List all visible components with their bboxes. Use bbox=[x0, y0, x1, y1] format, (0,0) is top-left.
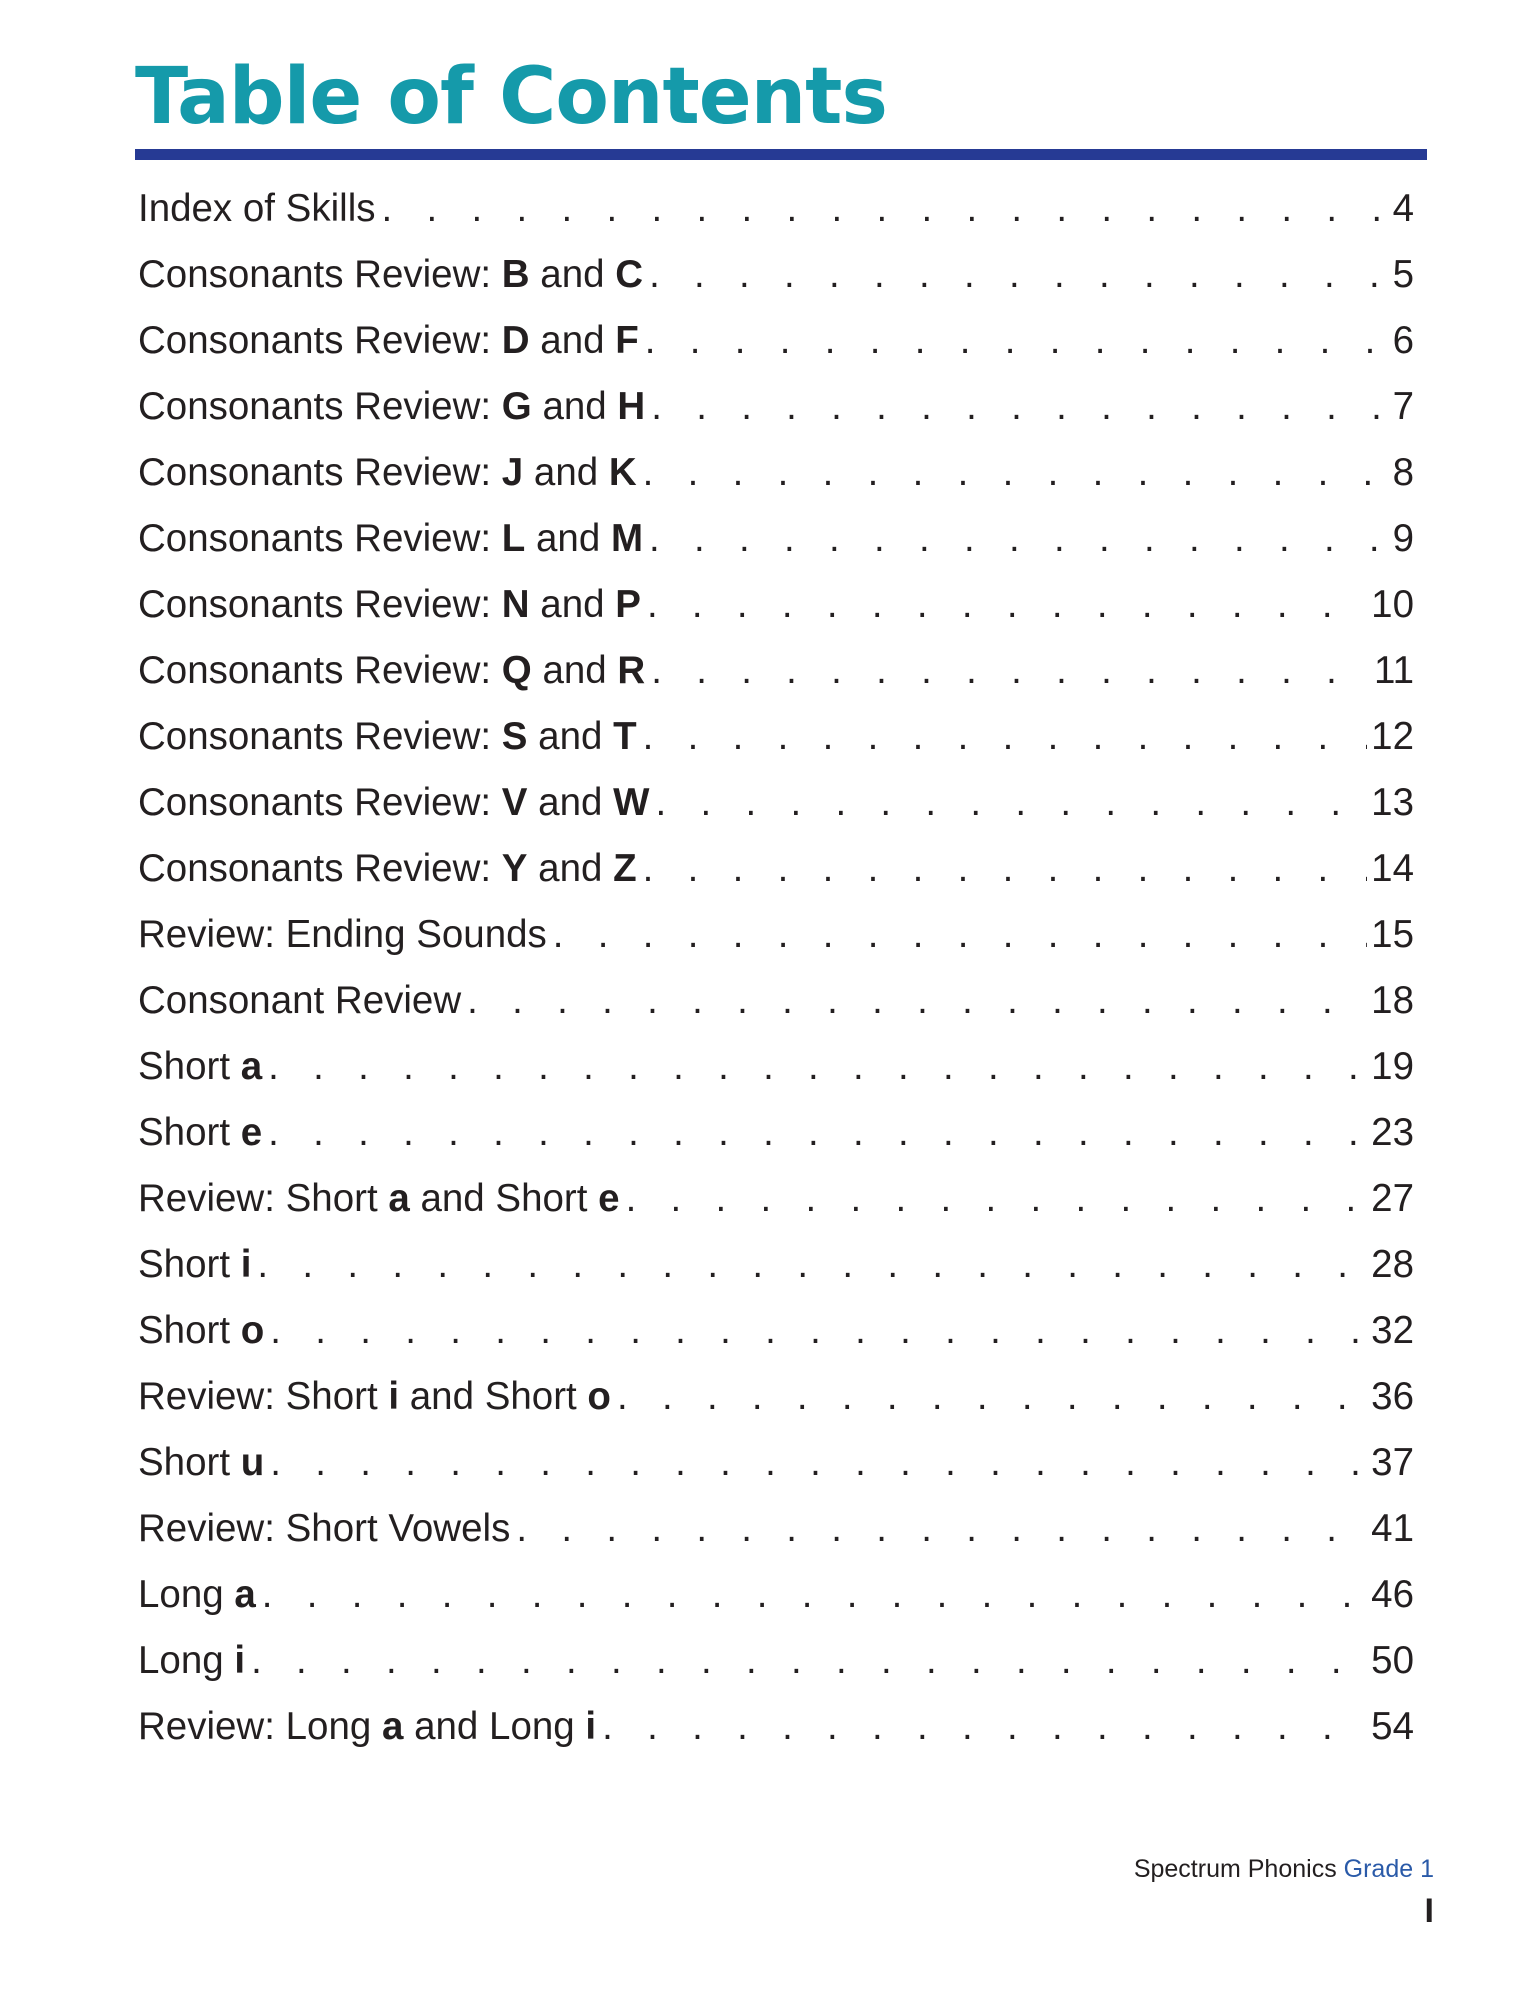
toc-entry-page-number: 8 bbox=[1392, 451, 1414, 494]
toc-entry-page-number: 46 bbox=[1371, 1573, 1414, 1616]
dot-leader bbox=[649, 506, 1389, 572]
dot-leader bbox=[651, 374, 1388, 440]
toc-entry[interactable] bbox=[138, 1496, 1414, 1562]
toc-entry-bold-text: B bbox=[501, 253, 530, 296]
toc-entry-text: Short bbox=[138, 1309, 241, 1352]
toc-entry[interactable] bbox=[138, 374, 1414, 440]
toc-entry-bold-text: G bbox=[501, 385, 532, 428]
toc-entry-label bbox=[138, 242, 643, 308]
dot-leader bbox=[270, 1430, 1367, 1496]
toc-entry-text: Consonants Review: bbox=[138, 649, 502, 692]
toc-entry-bold-text: e bbox=[598, 1177, 620, 1220]
toc-entry-page-number: 4 bbox=[1392, 187, 1414, 230]
toc-entry-page-number: 32 bbox=[1371, 1309, 1414, 1352]
toc-entry[interactable] bbox=[138, 704, 1414, 770]
toc-entry-label bbox=[138, 638, 645, 704]
toc-entry-page-number: 7 bbox=[1392, 385, 1414, 428]
toc-entry-bold-text: F bbox=[615, 319, 639, 362]
toc-entry-label bbox=[138, 770, 649, 836]
toc-entry-label bbox=[138, 1166, 620, 1232]
toc-entry-text: Consonants Review: bbox=[138, 583, 502, 626]
toc-entry-page-number: 11 bbox=[1374, 649, 1414, 692]
toc-entry-text: Review: Short Vowels bbox=[138, 1507, 511, 1550]
toc-entry-bold-text: W bbox=[613, 781, 650, 824]
toc-entry-bold-text: T bbox=[613, 715, 637, 758]
toc-entry-page-number: 41 bbox=[1371, 1507, 1414, 1550]
toc-entry-label bbox=[138, 374, 645, 440]
toc-entry-text: Short bbox=[138, 1441, 241, 1484]
toc-entry[interactable] bbox=[138, 1100, 1414, 1166]
toc-entry-label bbox=[138, 176, 376, 242]
toc-entry[interactable] bbox=[138, 1628, 1414, 1694]
toc-entry[interactable] bbox=[138, 1430, 1414, 1496]
toc-entry-text: Short bbox=[138, 1243, 241, 1286]
toc-entry[interactable] bbox=[138, 968, 1414, 1034]
dot-leader bbox=[270, 1298, 1367, 1364]
toc-entry-text: Consonants Review: bbox=[138, 715, 502, 758]
toc-entry-page-number: 18 bbox=[1371, 979, 1414, 1022]
toc-entry-text: and bbox=[525, 517, 611, 560]
toc-entry-page-number: 50 bbox=[1371, 1639, 1414, 1682]
toc-entry-label bbox=[138, 1034, 262, 1100]
dot-leader bbox=[651, 638, 1370, 704]
toc-entry-bold-text: e bbox=[240, 1111, 263, 1154]
dot-leader bbox=[382, 176, 1389, 242]
toc-entry[interactable] bbox=[138, 1034, 1414, 1100]
toc-entry-bold-text: a bbox=[240, 1045, 263, 1088]
toc-entry-bold-text: a bbox=[234, 1573, 256, 1616]
toc-entry-text: Review: Short bbox=[138, 1177, 389, 1220]
toc-entry-bold-text: i bbox=[585, 1705, 597, 1748]
toc-entry-text: and bbox=[531, 649, 618, 692]
toc-entry[interactable] bbox=[138, 1298, 1414, 1364]
toc-list bbox=[138, 176, 1414, 1760]
toc-entry-bold-text: o bbox=[240, 1309, 265, 1352]
dot-leader bbox=[268, 1100, 1367, 1166]
toc-entry-page-number: 9 bbox=[1392, 517, 1414, 560]
dot-leader bbox=[268, 1034, 1367, 1100]
toc-entry-bold-text: a bbox=[388, 1177, 410, 1220]
toc-entry[interactable] bbox=[138, 308, 1414, 374]
toc-entry-label bbox=[138, 1496, 510, 1562]
toc-entry-bold-text: N bbox=[501, 583, 530, 626]
toc-entry[interactable] bbox=[138, 1364, 1414, 1430]
toc-entry-label bbox=[138, 704, 637, 770]
toc-entry-bold-text: Q bbox=[501, 649, 532, 692]
toc-entry-text: and bbox=[527, 847, 614, 890]
toc-entry[interactable] bbox=[138, 902, 1414, 968]
toc-entry-bold-text: i bbox=[240, 1243, 252, 1286]
toc-entry-label bbox=[138, 1562, 256, 1628]
toc-entry-label bbox=[138, 1100, 262, 1166]
footer-series: Spectrum Phonics bbox=[1133, 1855, 1344, 1883]
toc-entry-label bbox=[138, 836, 637, 902]
toc-entry-text: Index of Skills bbox=[138, 187, 376, 230]
dot-leader bbox=[643, 704, 1368, 770]
toc-entry-label bbox=[138, 440, 637, 506]
toc-entry[interactable] bbox=[138, 836, 1414, 902]
toc-entry-page-number: 23 bbox=[1371, 1111, 1414, 1154]
toc-entry-page-number: 6 bbox=[1392, 319, 1414, 362]
toc-entry-text: Review: Long bbox=[138, 1705, 382, 1748]
toc-entry-bold-text: Z bbox=[613, 847, 637, 890]
dot-leader bbox=[262, 1562, 1367, 1628]
toc-entry-page-number: 14 bbox=[1371, 847, 1414, 890]
toc-entry-page-number: 15 bbox=[1371, 913, 1414, 956]
toc-entry-bold-text: J bbox=[501, 451, 524, 494]
toc-entry-label bbox=[138, 1298, 264, 1364]
toc-entry-page-number: 5 bbox=[1392, 253, 1414, 296]
toc-entry-text: Short bbox=[138, 1045, 241, 1088]
toc-entry-page-number: 54 bbox=[1371, 1705, 1414, 1748]
toc-entry-bold-text: D bbox=[501, 319, 530, 362]
toc-entry-text: Short bbox=[138, 1111, 241, 1154]
toc-entry-text: and Short bbox=[399, 1375, 588, 1418]
toc-entry-text: and bbox=[523, 451, 609, 494]
toc-entry-page-number: 37 bbox=[1371, 1441, 1414, 1484]
toc-entry-label bbox=[138, 968, 461, 1034]
toc-entry-label bbox=[138, 1364, 611, 1430]
dot-leader bbox=[647, 572, 1367, 638]
dot-leader bbox=[251, 1628, 1367, 1694]
toc-entry-text: Long bbox=[138, 1573, 235, 1616]
toc-entry-text: and Long bbox=[403, 1705, 586, 1748]
toc-entry-page-number: 27 bbox=[1371, 1177, 1414, 1220]
toc-entry[interactable] bbox=[138, 242, 1414, 308]
dot-leader bbox=[467, 968, 1367, 1034]
toc-entry-text: Consonants Review: bbox=[138, 253, 502, 296]
toc-entry-text: Long bbox=[138, 1639, 235, 1682]
toc-entry-label bbox=[138, 1232, 251, 1298]
page-title: Table of Contents bbox=[135, 52, 887, 142]
toc-entry-label bbox=[138, 308, 639, 374]
toc-entry[interactable] bbox=[138, 1166, 1414, 1232]
dot-leader bbox=[617, 1364, 1367, 1430]
toc-entry-bold-text: R bbox=[617, 649, 646, 692]
toc-entry[interactable] bbox=[138, 572, 1414, 638]
toc-entry-page-number: 12 bbox=[1371, 715, 1414, 758]
toc-entry-bold-text: S bbox=[501, 715, 528, 758]
toc-entry-text: and bbox=[529, 583, 616, 626]
dot-leader bbox=[626, 1166, 1368, 1232]
toc-entry[interactable] bbox=[138, 1562, 1414, 1628]
footer-book-title bbox=[1134, 1855, 1434, 1884]
toc-entry-bold-text: H bbox=[617, 385, 646, 428]
toc-entry-bold-text: o bbox=[587, 1375, 611, 1418]
toc-entry-text: Consonants Review: bbox=[138, 517, 502, 560]
toc-entry[interactable] bbox=[138, 770, 1414, 836]
toc-entry-bold-text: i bbox=[388, 1375, 400, 1418]
footer-grade: Grade 1 bbox=[1343, 1855, 1434, 1883]
toc-entry-bold-text: Y bbox=[501, 847, 528, 890]
dot-leader bbox=[516, 1496, 1367, 1562]
dot-leader bbox=[655, 770, 1367, 836]
toc-entry-label bbox=[138, 1628, 245, 1694]
toc-entry-label bbox=[138, 902, 547, 968]
toc-entry-bold-text: K bbox=[608, 451, 637, 494]
toc-entry-text: and bbox=[527, 781, 614, 824]
toc-entry-label bbox=[138, 1430, 264, 1496]
toc-entry-bold-text: V bbox=[501, 781, 528, 824]
toc-entry[interactable] bbox=[138, 506, 1414, 572]
toc-entry-bold-text: P bbox=[615, 583, 641, 626]
page-number: I bbox=[1424, 1892, 1434, 1930]
toc-entry[interactable] bbox=[138, 176, 1414, 242]
toc-entry[interactable] bbox=[138, 1232, 1414, 1298]
toc-entry-text: Review: Ending Sounds bbox=[138, 913, 547, 956]
dot-leader bbox=[257, 1232, 1367, 1298]
toc-entry-text: and bbox=[529, 319, 616, 362]
dot-leader bbox=[553, 902, 1367, 968]
toc-entry-text: Consonant Review bbox=[138, 979, 462, 1022]
toc-entry-page-number: 13 bbox=[1371, 781, 1414, 824]
toc-entry-text: and bbox=[531, 385, 618, 428]
toc-entry[interactable] bbox=[138, 638, 1414, 704]
toc-entry-bold-text: L bbox=[501, 517, 526, 560]
dot-leader bbox=[643, 836, 1368, 902]
toc-entry-page-number: 28 bbox=[1371, 1243, 1414, 1286]
toc-entry[interactable] bbox=[138, 440, 1414, 506]
toc-entry-page-number: 19 bbox=[1371, 1045, 1414, 1088]
toc-entry-text: Review: Short bbox=[138, 1375, 389, 1418]
toc-entry-text: Consonants Review: bbox=[138, 847, 502, 890]
toc-entry-text: and Short bbox=[409, 1177, 599, 1220]
dot-leader bbox=[645, 308, 1389, 374]
toc-entry-page-number: 10 bbox=[1371, 583, 1414, 626]
dot-leader bbox=[649, 242, 1389, 308]
toc-entry[interactable] bbox=[138, 1694, 1414, 1760]
toc-entry-text: Consonants Review: bbox=[138, 451, 502, 494]
toc-entry-page-number: 36 bbox=[1371, 1375, 1414, 1418]
toc-entry-text: Consonants Review: bbox=[138, 385, 502, 428]
toc-entry-label bbox=[138, 572, 641, 638]
toc-entry-label bbox=[138, 1694, 596, 1760]
toc-entry-bold-text: u bbox=[240, 1441, 265, 1484]
toc-entry-text: Consonants Review: bbox=[138, 319, 502, 362]
dot-leader bbox=[602, 1694, 1367, 1760]
dot-leader bbox=[643, 440, 1389, 506]
toc-entry-text: and bbox=[529, 253, 616, 296]
toc-entry-bold-text: i bbox=[234, 1639, 246, 1682]
title-underline bbox=[135, 149, 1427, 160]
toc-entry-bold-text: a bbox=[381, 1705, 404, 1748]
toc-entry-bold-text: C bbox=[615, 253, 644, 296]
toc-entry-bold-text: M bbox=[610, 517, 644, 560]
toc-entry-text: and bbox=[527, 715, 614, 758]
toc-entry-text: Consonants Review: bbox=[138, 781, 502, 824]
toc-entry-label bbox=[138, 506, 643, 572]
